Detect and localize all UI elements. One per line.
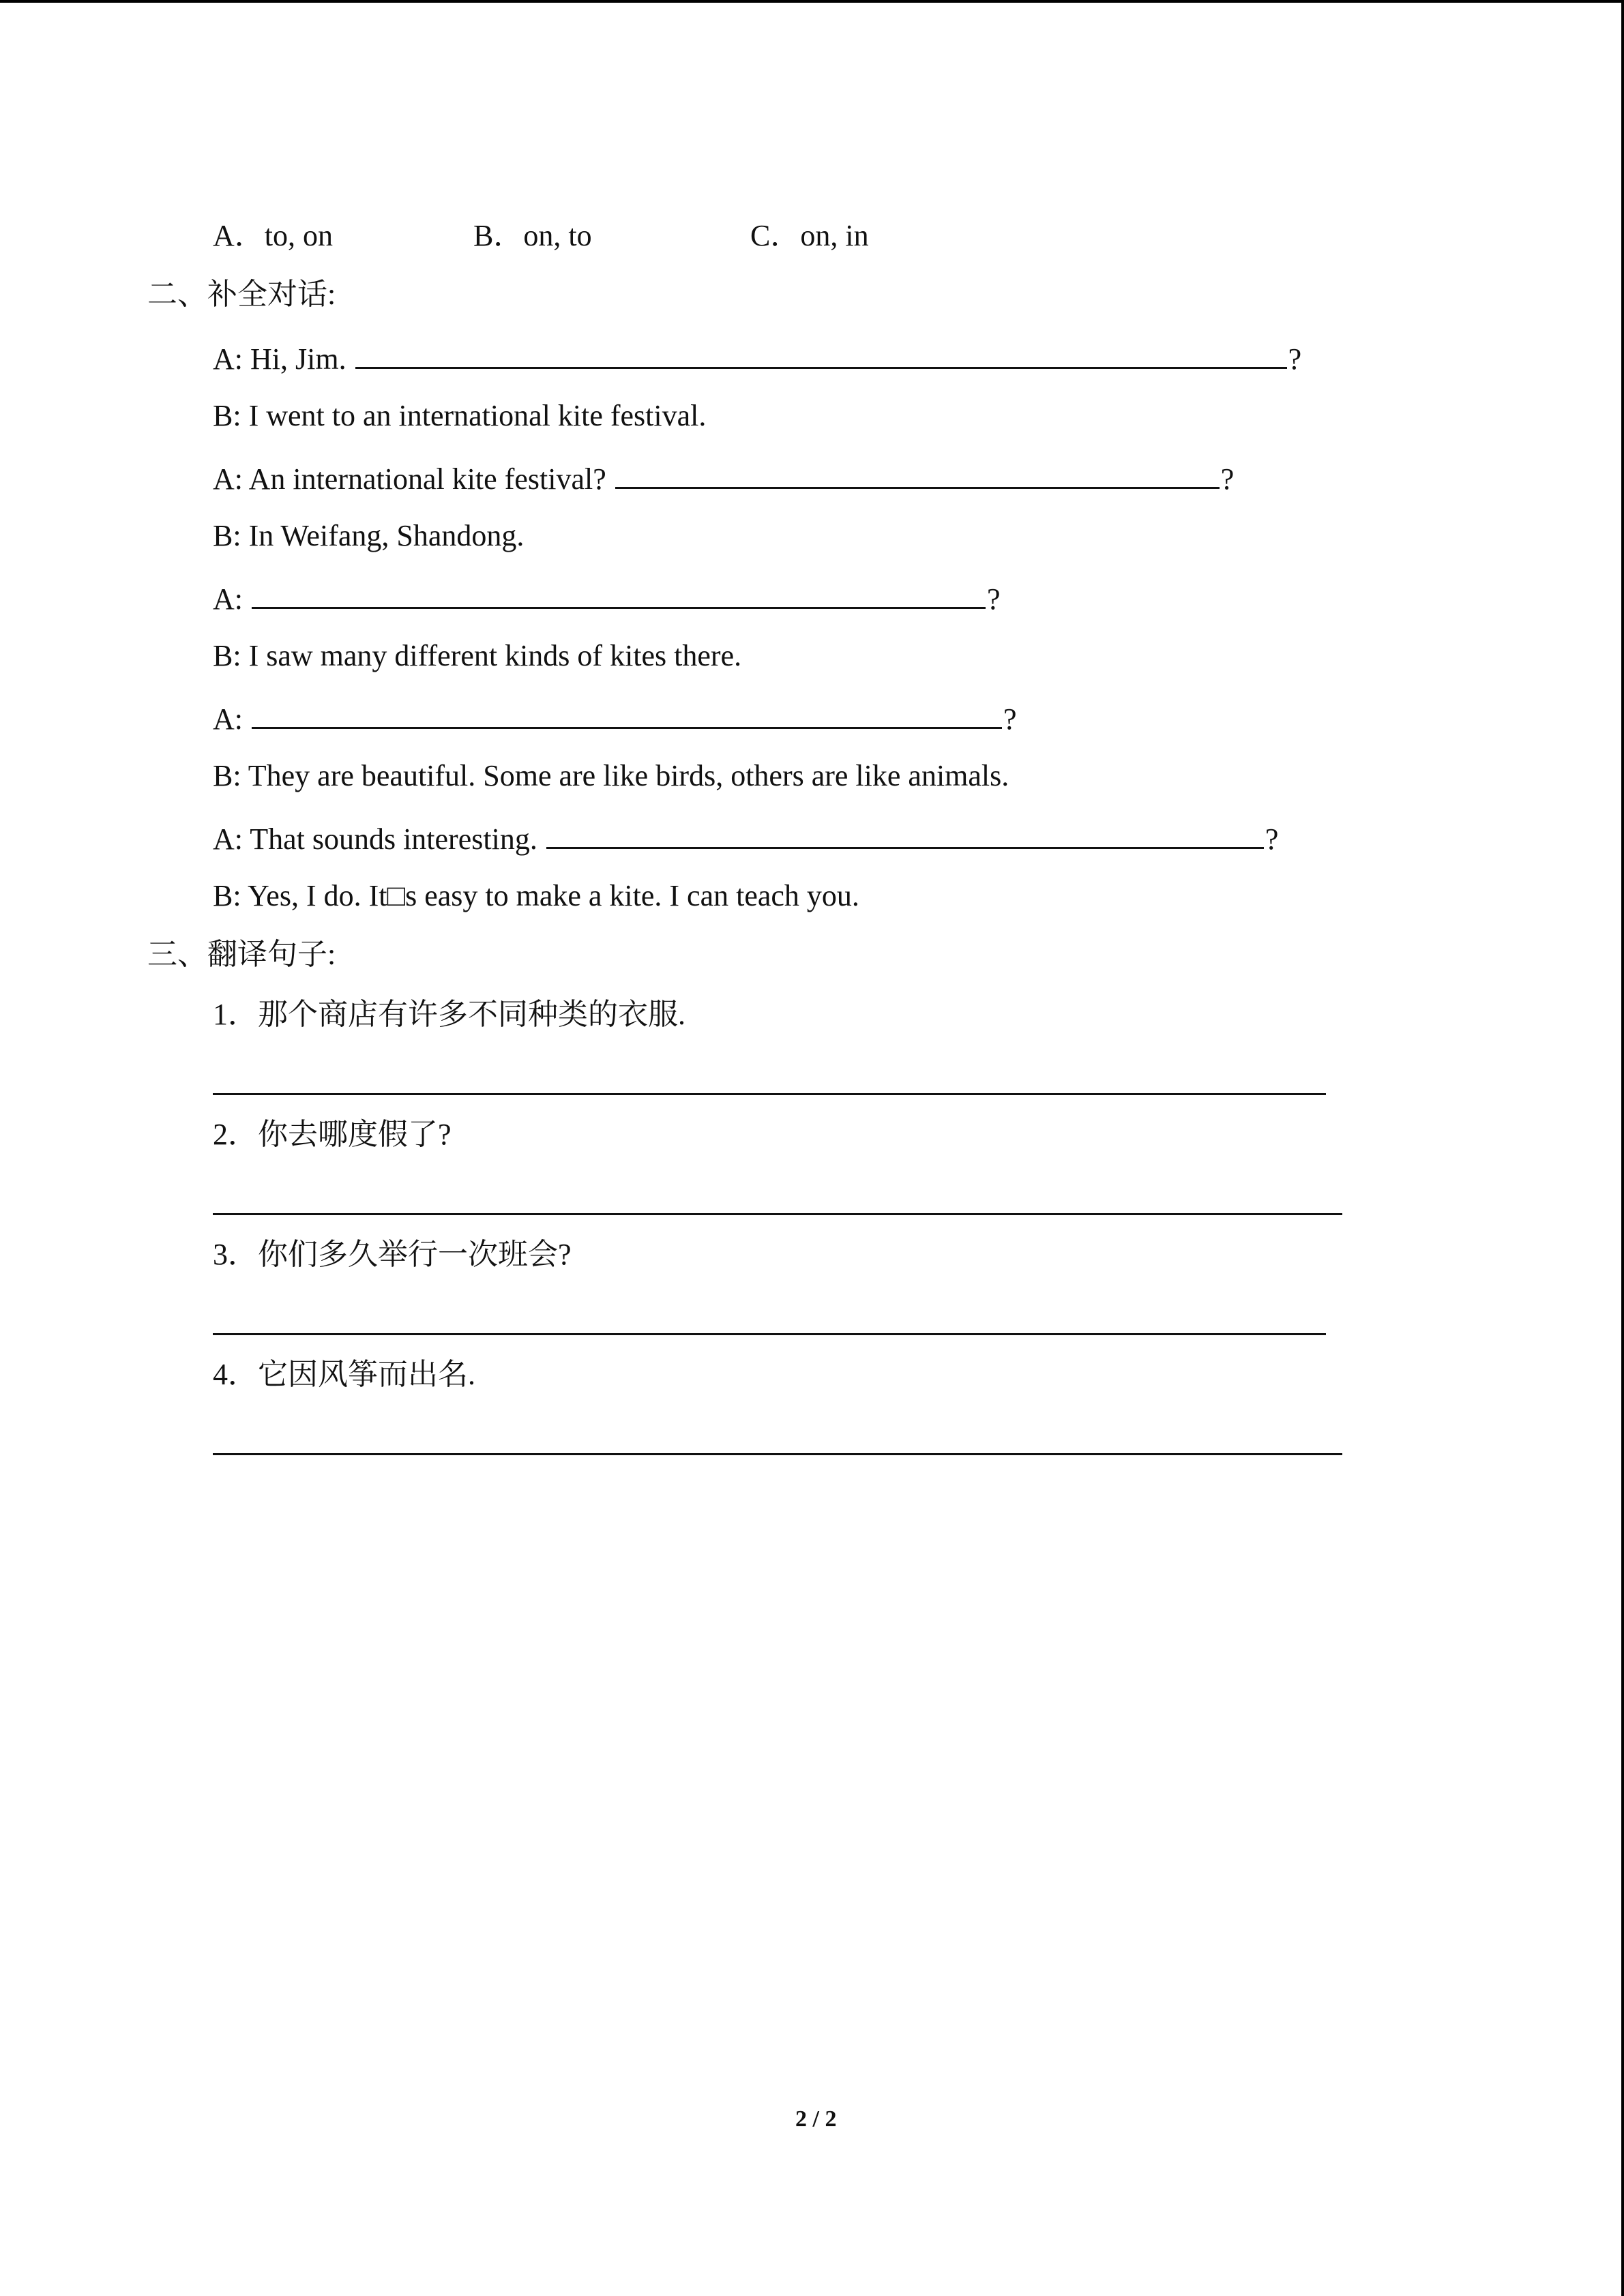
answer-blank-3[interactable]	[252, 577, 986, 609]
dialogue-line-5: A: ?	[213, 577, 1001, 618]
page-number: 2 / 2	[795, 2106, 837, 2132]
page-border-right	[1621, 0, 1624, 2296]
answer-blank-2[interactable]	[615, 457, 1220, 489]
translation-answer-line-3[interactable]	[213, 1333, 1326, 1335]
translation-item-3: 3．你们多久举行一次班会?	[213, 1238, 572, 1271]
translation-item-2: 2．你去哪度假了?	[213, 1118, 452, 1151]
dialogue-line-9: A: That sounds interesting. ?	[213, 817, 1278, 859]
dialogue-line-4: B: In Weifang, Shandong.	[213, 519, 525, 552]
choice-a: A．to, on	[213, 219, 334, 252]
dialogue-line-8: B: They are beautiful. Some are like birds, others are like animals.	[213, 759, 1009, 792]
answer-blank-1[interactable]	[355, 337, 1287, 369]
dialogue-line-7: A: ?	[213, 697, 1017, 739]
translation-answer-line-1[interactable]	[213, 1093, 1326, 1095]
translation-answer-line-2[interactable]	[213, 1213, 1342, 1215]
dialogue-line-6: B: I saw many different kinds of kites there.	[213, 639, 742, 672]
page-border-top	[0, 0, 1624, 3]
dialogue-line-3: A: An international kite festival? ?	[213, 457, 1234, 498]
answer-blank-5[interactable]	[546, 817, 1264, 849]
dialogue-line-1: A: Hi, Jim. ?	[213, 337, 1301, 378]
translation-answer-line-4[interactable]	[213, 1453, 1342, 1455]
dialogue-line-2: B: I went to an international kite festival.	[213, 399, 707, 432]
choice-c: C．on, in	[750, 219, 869, 252]
translation-item-4: 4．它因风筝而出名.	[213, 1358, 475, 1391]
section3-heading: 三、翻译句子:	[147, 938, 336, 971]
translation-item-1: 1．那个商店有许多不同种类的衣服.	[213, 998, 685, 1031]
choice-b: B．on, to	[473, 219, 592, 252]
section2-heading: 二、补全对话:	[147, 278, 336, 311]
answer-blank-4[interactable]	[252, 697, 1002, 729]
dialogue-line-10: B: Yes, I do. It□s easy to make a kite. I can teach you.	[213, 879, 859, 912]
